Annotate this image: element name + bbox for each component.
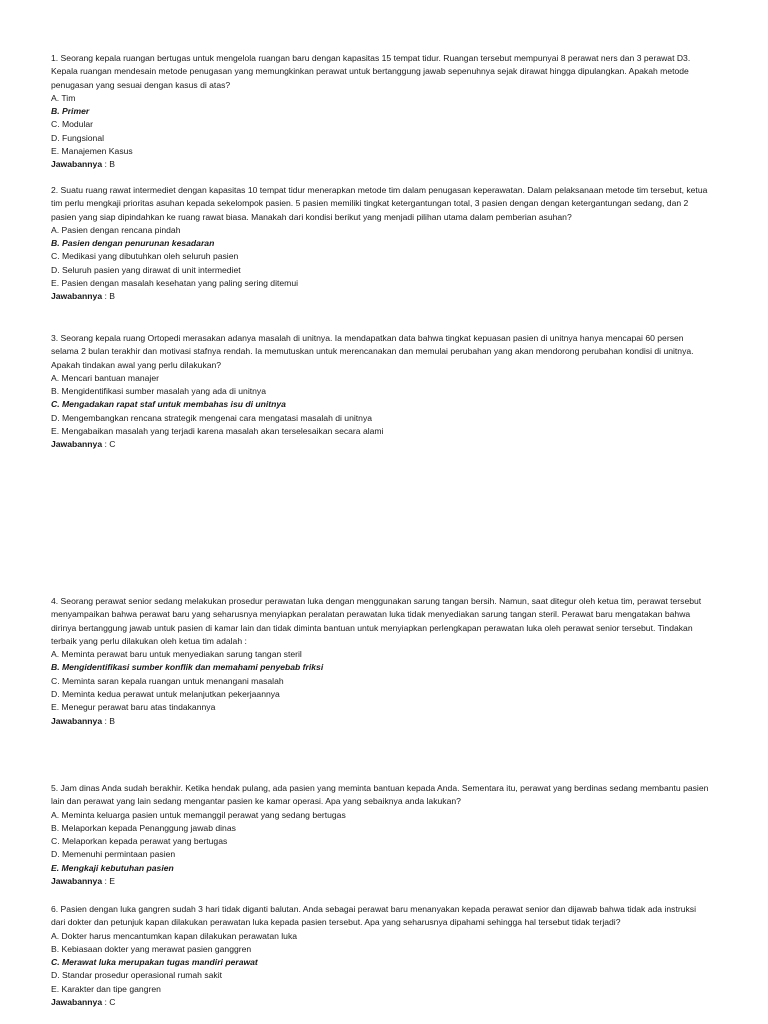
option-c: C. Melaporkan kepada perawat yang bertugas bbox=[51, 836, 228, 847]
question-stem: 5. Jam dinas Anda sudah berakhir. Ketika hendak pulang, ada pasien yang meminta bantuan kepada Anda. Sementara itu, perawat yang berdinas sedang membantu pasien lain dan perawat yang lain sedang mengantar pasien ke kamar operasi. Apa yang sebaiknya anda lakukan? bbox=[51, 783, 709, 807]
option-b: B. Kebiasaan dokter yang merawat pasien ganggren bbox=[51, 943, 252, 954]
option-a: A. Dokter harus mencantumkan kapan dilakukan perawatan luka bbox=[51, 930, 298, 941]
answer-label: Jawabannya bbox=[51, 876, 103, 887]
question-stem: 4. Seorang perawat senior sedang melakukan prosedur perawatan luka dengan menggunakan sarung tangan bersih. Namun, saat ditegur oleh ketua tim, perawat tersebut menyampaikan bahwa perawat baru yang seharusnya menyiapkan peralatan perawatan luka tidak menyediakan sarung tangan steril. Perawat baru mengatakan bahwa dirinya bertanggung jawab untuk pasien di kamar lain dan tidak diminta bantuan untuk menyiapkan perlengkapan perawatan luka oleh perawat senior tersebut. Tindakan terbaik yang perlu dilakukan oleh ketua tim adalah : bbox=[51, 596, 702, 646]
option-d: D. Meminta kedua perawat untuk melanjutkan pekerjaannya bbox=[51, 689, 280, 700]
answer-label: Jawabannya bbox=[51, 159, 103, 170]
question-2 bbox=[51, 184, 711, 304]
question-stem: 3. Seorang kepala ruang Ortopedi merasakan adanya masalah di unitnya. Ia mendapatkan data bahwa tingkat kepuasan pasien di unitnya hanya mencapai 60 persen selama 2 bulan terakhir dan motivasi stafnya rendah. Ia memutuskan untuk merencanakan dan memulai perubahan yang akan mendorong perubahan kondisi di unitnya. Apakah tindakan awal yang perlu dilakukan? bbox=[51, 333, 694, 370]
option-d: D. Memenuhi permintaan pasien bbox=[51, 849, 176, 860]
question-stem: 1. Seorang kepala ruangan bertugas untuk mengelola ruangan baru dengan kapasitas 15 tempat tidur. Ruangan tersebut mempunyai 8 perawat ners dan 3 perawat D3. Kepala ruangan mendesain metode penugasan yang memungkinkan perawat untuk bertanggung jawab sepenuhnya sejak dirawat hingga dipulangkan. Apakah metode penugasan yang sesuai dengan kasus di atas? bbox=[51, 53, 691, 90]
answer-value: : B bbox=[104, 715, 116, 726]
question-stem: 2. Suatu ruang rawat intermediet dengan kapasitas 10 tempat tidur menerapkan metode tim dalam penugasan keperawatan. Dalam pelaksanaan metode tim tersebut, ketua tim perlu mengkaji prioritas asuhan kepada sekelompok pasien. 5 pasien memiliki tingkat ketergantungan total, 3 pasien dengan dengan ketergantungan sedang, dan 2 pasien yang siap dipindahkan ke ruang rawat biasa. Manakah dari kondisi berikut yang menjadi pilihan utama dalam pemberian asuhan? bbox=[51, 185, 708, 222]
question-1 bbox=[51, 52, 711, 172]
option-c: C. Modular bbox=[51, 119, 94, 130]
option-b: B. Mengidentifikasi sumber masalah yang ada di unitnya bbox=[51, 386, 266, 397]
option-e: E. Karakter dan tipe gangren bbox=[51, 983, 161, 994]
option-d: D. Fungsional bbox=[51, 132, 105, 143]
question-6 bbox=[51, 903, 711, 1009]
option-c: C. Meminta saran kepala ruangan untuk menangani masalah bbox=[51, 675, 284, 686]
option-b: B. Pasien dengan penurunan kesadaran bbox=[51, 238, 215, 249]
answer-label: Jawabannya bbox=[51, 439, 103, 450]
question-3 bbox=[51, 332, 711, 452]
option-a: A. Meminta perawat baru untuk menyediakan sarung tangan steril bbox=[51, 649, 302, 660]
option-b: B. Melaporkan kepada Penanggung jawab dinas bbox=[51, 822, 236, 833]
answer-line bbox=[51, 875, 711, 888]
option-a: A. Tim bbox=[51, 92, 76, 103]
answer-value: : B bbox=[104, 291, 116, 302]
question-stem: 6. Pasien dengan luka gangren sudah 3 hari tidak diganti balutan. Anda sebagai perawat baru menanyakan kepada perawat senior dan dijawab bahwa tidak ada instruksi dari dokter dan petunjuk kapan dilakukan perawatan luka kepada pasien tersebut. Apa yang seharusnya dipahami sehingga hal tersebut tidak terjadi? bbox=[51, 904, 696, 928]
answer-label: Jawabannya bbox=[51, 291, 103, 302]
option-c: C. Medikasi yang dibutuhkan oleh seluruh pasien bbox=[51, 251, 239, 262]
option-e: E. Menegur perawat baru atas tindakannya bbox=[51, 702, 216, 713]
option-b: B. Mengidentifikasi sumber konflik dan memahami penyebab friksi bbox=[51, 662, 324, 673]
answer-value: : C bbox=[104, 997, 116, 1008]
question-4 bbox=[51, 595, 711, 728]
answer-line bbox=[51, 158, 711, 171]
option-e: E. Manajemen Kasus bbox=[51, 146, 133, 157]
option-d: D. Seluruh pasien yang dirawat di unit intermediet bbox=[51, 264, 241, 275]
option-e: E. Mengabaikan masalah yang terjadi karena masalah akan terselesaikan secara alami bbox=[51, 426, 384, 437]
option-e: E. Pasien dengan masalah kesehatan yang paling sering ditemui bbox=[51, 278, 299, 289]
option-c: C. Merawat luka merupakan tugas mandiri perawat bbox=[51, 957, 258, 968]
option-e: E. Mengkaji kebutuhan pasien bbox=[51, 862, 174, 873]
option-a: A. Pasien dengan rencana pindah bbox=[51, 224, 181, 235]
answer-line bbox=[51, 290, 711, 303]
option-a: A. Meminta keluarga pasien untuk memanggil perawat yang sedang bertugas bbox=[51, 809, 346, 820]
answer-line bbox=[51, 438, 711, 451]
answer-label: Jawabannya bbox=[51, 715, 103, 726]
option-a: A. Mencari bantuan manajer bbox=[51, 372, 159, 383]
answer-line bbox=[51, 715, 711, 728]
option-c: C. Mengadakan rapat staf untuk membahas isu di unitnya bbox=[51, 399, 286, 410]
option-b: B. Primer bbox=[51, 106, 90, 117]
option-d: D. Standar prosedur operasional rumah sakit bbox=[51, 970, 223, 981]
answer-value: : C bbox=[104, 439, 116, 450]
option-d: D. Mengembangkan rencana strategik mengenai cara mengatasi masalah di unitnya bbox=[51, 412, 373, 423]
answer-label: Jawabannya bbox=[51, 997, 103, 1008]
answer-value: : E bbox=[104, 876, 116, 887]
answer-line bbox=[51, 996, 711, 1009]
question-5 bbox=[51, 782, 711, 888]
answer-value: : B bbox=[104, 159, 116, 170]
